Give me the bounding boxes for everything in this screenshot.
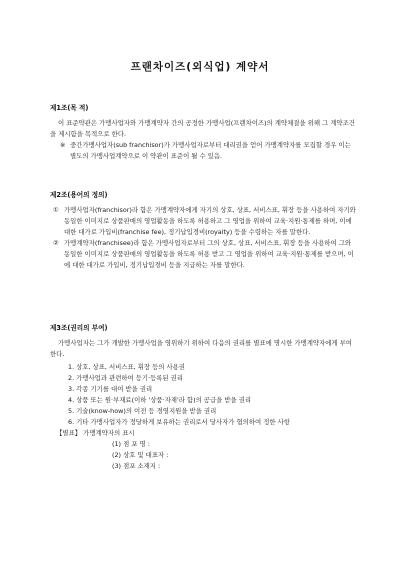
article-2-heading: 제2조(용어의 정의)	[50, 191, 108, 199]
article-2	[50, 190, 356, 271]
annex-field-representative: (2) 상호 및 대표자 :	[112, 451, 169, 459]
article-1	[50, 103, 356, 162]
document-title: 프랜차이즈(외식업) 계약서	[130, 61, 270, 73]
definition-number: ①	[53, 206, 59, 214]
definition-item	[50, 238, 356, 271]
rights-list-item: 6. 기타 가맹사업자가 정당하게 보유하는 권리로서 당사자가 협의하여 정한 사항	[68, 418, 290, 426]
rights-list	[50, 362, 356, 428]
rights-list-item: 1. 상호, 상표, 서비스표, 휘장 등의 사용권	[68, 363, 185, 371]
annex-label: 【별표】 가맹계약자의 표시	[56, 429, 135, 437]
rights-list-item: 2. 가맹사업과 관련하여 등기·등록된 권리	[68, 374, 184, 382]
article-1-note-text: 중간가맹사업자(sub franchisor)가 가맹사업자로부터 대리권을 얻어 가맹계약자를 모집할 경우 이는 별도의 가맹사업계약으로 이 약관이 표준이 될 수 있음.	[70, 141, 351, 160]
rights-list-item: 5. 기술(know-how)의 이전 등 경영지원을 받을 권리	[68, 407, 217, 415]
article-1-body: 이 표준약관은 가맹사업자와 가맹계약자 간의 공정한 가맹사업(프랜차이즈)의 계약체결을 위해 그 계약조건을 제시함을 목적으로 한다.	[50, 119, 355, 138]
article-3	[50, 323, 356, 472]
article-3-body: 가맹사업자는 그가 개발한 가맹사업을 영위하기 위하여 다음의 권리를 별표에 명시한 가맹계약자에게 부여한다.	[50, 339, 352, 358]
definition-text: 가맹계약자(franchisee)라 함은 가맹사업자로부터 그의 상호, 상표, 서비스표, 휘장 등을 사용하여 그와 동일한 이미지로 상품판매의 영업활동을 하도록 허용 받고 그 영업을 위하여 교육·지원·통제를 받으며, 이에 대한 대가로 가입비, 정기납입경비 등을 지급하는 자를 말한다.	[64, 239, 354, 269]
definition-number: ②	[53, 239, 59, 247]
article-1-heading: 제1조(목 적)	[50, 104, 89, 112]
article-3-heading: 제3조(권리의 부여)	[50, 324, 108, 332]
annex-field-store-address: (3) 점포 소재지 :	[112, 462, 161, 470]
definition-item	[50, 205, 356, 238]
article-1-note	[50, 140, 356, 162]
rights-list-item: 4. 상품 또는 원·부재료(이하 '상품·자재'라 함)의 공급을 받을 권리	[68, 396, 252, 404]
annex-field-store-name: (1) 점 포 명 :	[112, 440, 150, 448]
rights-list-item: 3. 각종 기기를 대여 받을 권리	[68, 385, 153, 393]
note-mark: ※	[60, 141, 66, 149]
definition-text: 가맹사업자(franchisor)라 함은 가맹계약자에게 자기의 상호, 상표, 서비스표, 휘장 등을 사용하여 자기와 동일한 이미지로 상품판매의 영업활동을 하도록 허용하고 그 영업을 위하여 교육·지원·통제를 하며, 이에 대한 대가로 가입비(franchise fee), 정기납입경비(royalty) 등을 수령하는 자를 말한다.	[64, 206, 356, 236]
